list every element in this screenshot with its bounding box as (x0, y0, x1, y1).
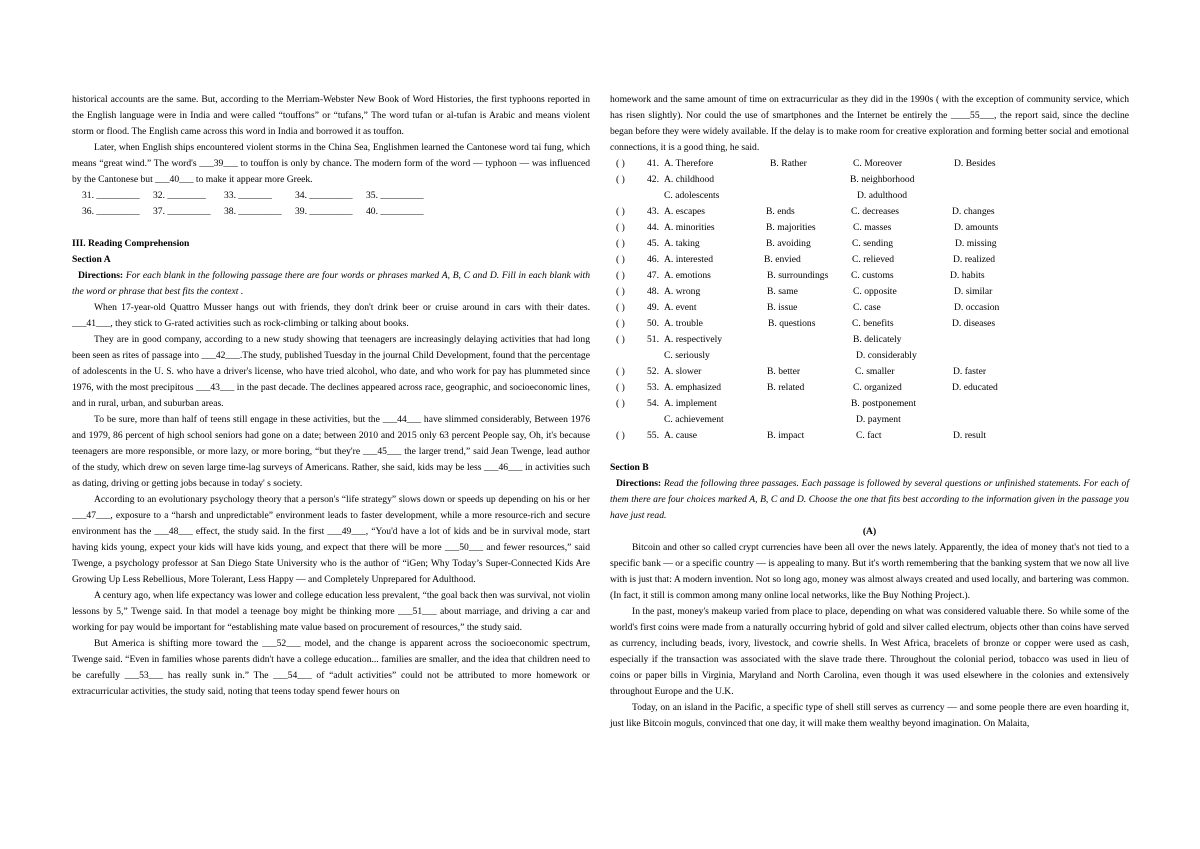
section-b-heading: Section B (610, 462, 649, 473)
question-number: 45. (647, 238, 659, 249)
question-row (610, 412, 1129, 428)
question-row (610, 220, 1129, 236)
paragraph: homework and the same amount of time on extracurricular as they did in the 1990s ( with the exception of community service, which has risen slightly). Nor could the use of smartphones and the Internet be entirely the ____55___, the report said, since the decline began before they were widely available. If the delay is to make room for creative exploration and forming better social and emotional connections, it is a good thing, he said. (610, 94, 1129, 153)
answer-option: B. surroundings (767, 270, 829, 281)
answer-option: A. Therefore (664, 158, 714, 169)
answer-bracket[interactable]: ( ) (616, 398, 625, 409)
paragraph: Today, on an island in the Pacific, a specific type of shell still serves as currency — and some people there are even hoarding it, just like Bitcoin moguls, convinced that one day, it will make them wealthy beyond imagination. On Malaita, (610, 702, 1129, 729)
question-row (610, 300, 1129, 316)
paragraph: Bitcoin and other so called crypt currencies have been all over the news lately. Apparently, the idea of money that's not tied to a specific bank — or a specific country — is appealing to many. But it's worth remembering that the banking system that we now all live with is just that: A modern invention. Not so long ago, money was almost always created and used locally, and bartering was common. (In fact, it still is common among many online local networks, like the Buy Nothing Project.). (610, 542, 1129, 601)
question-number: 47. (647, 270, 659, 281)
question-number: 49. (647, 302, 659, 313)
question-row (610, 348, 1129, 364)
answer-option: A. slower (664, 366, 702, 377)
answer-option: B. postponement (851, 398, 917, 409)
answer-option: D. changes (952, 206, 995, 217)
answer-blank: 35. _________ (366, 190, 424, 201)
answer-bracket[interactable]: ( ) (616, 430, 625, 441)
question-row (610, 236, 1129, 252)
answer-option: C. decreases (851, 206, 899, 217)
section-heading: III. Reading Comprehension (72, 238, 190, 249)
answer-option: A. emotions (664, 270, 711, 281)
question-number: 46. (647, 254, 659, 265)
answer-option: C. case (853, 302, 881, 313)
answer-option: C. opposite (853, 286, 897, 297)
answer-option: B. majorities (766, 222, 816, 233)
answer-option: A. escapes (664, 206, 706, 217)
answer-blank: 33. _______ (224, 190, 272, 201)
directions-label: Directions: (616, 478, 662, 489)
answer-option: D. considerably (856, 350, 917, 361)
answer-option: C. organized (853, 382, 902, 393)
answer-option: C. benefits (852, 318, 894, 329)
answer-bracket[interactable]: ( ) (616, 206, 625, 217)
answer-option: B. delicately (853, 334, 902, 345)
answer-option: C. sending (852, 238, 894, 249)
answer-blank: 31. _________ (82, 190, 140, 201)
paragraph: But America is shifting more toward the ___52___ model, and the change is apparent across the socioeconomic spectrum, Twenge said. “Even in families whose parents didn't have a college education... families are smaller, and the idea that children need to be carefully ___53___ has really sunk in.” The ___54___ of “adult activities” could not be attributed to more homework or extracurricular activities, the study said, noting that teens today spend fewer hours on (72, 638, 590, 697)
paragraph: Later, when English ships encountered violent storms in the China Sea, Englishmen learned the Cantonese word tai fung, which means “great wind.” The word's ___39___ to touffon is only by chance. The modern form of the word — typhoon — was influenced by the Cantonese but ___40___ to make it appear more Greek. (72, 142, 590, 185)
answer-option: D. faster (953, 366, 987, 377)
question-number: 54. (647, 398, 659, 409)
answer-option: C. smaller (855, 366, 895, 377)
answer-bracket[interactable]: ( ) (616, 222, 625, 233)
answer-option: B. same (767, 286, 798, 297)
question-row (610, 268, 1129, 284)
left-column (72, 92, 590, 700)
answer-bracket[interactable]: ( ) (616, 366, 625, 377)
answer-option: D. habits (950, 270, 985, 281)
answer-option: D. similar (954, 286, 993, 297)
answer-blank: 38. _________ (224, 206, 282, 217)
answer-blank: 32. ________ (153, 190, 206, 201)
question-row (610, 364, 1129, 380)
paragraph: They are in good company, according to a new study showing that teenagers are increasingly delaying activities that had long been seen as rites of passage into ___42___.The study, published Tuesday in the journal Child Development, found that the percentage of adolescents in the U. S. who have a driver's license, who have tried alcohol, who date, and who work for pay has plummeted since 1976, with the most precipitous ___43___ in the past decade. The declines appeared across race, geographic, and socioeconomic lines, and in rural, urban, and suburban areas. (72, 334, 590, 409)
answer-bracket[interactable]: ( ) (616, 334, 625, 345)
answer-option: D. result (953, 430, 987, 441)
question-row (610, 380, 1129, 396)
answer-option: D. diseases (952, 318, 996, 329)
answer-option: B. better (767, 366, 801, 377)
answer-bracket[interactable]: ( ) (616, 286, 625, 297)
question-number: 52. (647, 366, 659, 377)
paragraph: When 17-year-old Quattro Musser hangs out with friends, they don't drink beer or cruise around in cars with their dates. ___41___, they stick to G-rated activities such as rock-climbing or talking about books. (72, 302, 590, 329)
directions-text: Read the following three passages. Each passage is followed by several questions or unfinished statements. For each of them there are four choices marked A, B, C and D. Choose the one that fits best according to the information given in the passage you have just read. (610, 478, 1129, 521)
answer-option: A. cause (664, 430, 698, 441)
paragraph: To be sure, more than half of teens still engage in these activities, but the ___44___ have slimmed considerably, Between 1976 and 1979, 86 percent of high school seniors had gone on a date; between 2010 and 2015 only 63 percent People say, Oh, it's because teenagers are more responsible, or more lazy, or more boring, “but they're ___45___ the larger trend,” said Jean Twenge, lead author of the study, which drew on seven large time-lag surveys of Americans. Rather, she said, kids may be less ___46___ in activities such as dating, driving or getting jobs because in today' s society. (72, 414, 590, 489)
directions (610, 476, 1129, 524)
answer-option: A. wrong (664, 286, 701, 297)
question-row (610, 284, 1129, 300)
answer-option: C. masses (853, 222, 892, 233)
answer-option: C. seriously (664, 350, 710, 361)
answer-bracket[interactable]: ( ) (616, 238, 625, 249)
answer-bracket[interactable]: ( ) (616, 270, 625, 281)
answer-option: A. event (664, 302, 697, 313)
answer-blank: 36. _________ (82, 206, 140, 217)
question-number: 43. (647, 206, 659, 217)
answer-option: B. issue (767, 302, 798, 313)
answer-blank: 40. _________ (366, 206, 424, 217)
right-column (610, 92, 1129, 732)
answer-option: A. minorities (664, 222, 715, 233)
answer-option: B. questions (768, 318, 816, 329)
answer-option: D. realized (953, 254, 996, 265)
question-number: 50. (647, 318, 659, 329)
answer-option: C. relieved (852, 254, 895, 265)
answer-option: A. taking (664, 238, 700, 249)
answer-option: D. adulthood (857, 190, 908, 201)
answer-option: C. Moreover (853, 158, 903, 169)
answer-blank: 39. _________ (295, 206, 353, 217)
answer-option: D. amounts (954, 222, 999, 233)
answer-blanks-row (72, 204, 590, 220)
question-number: 48. (647, 286, 659, 297)
directions-text: For each blank in the following passage there are four words or phrases marked A, B, C and D. Fill in each blank with the word or phrase that best fits the context . (72, 270, 590, 297)
answer-option: B. impact (767, 430, 805, 441)
answer-option: D. Besides (954, 158, 996, 169)
answer-option: A. trouble (664, 318, 703, 329)
question-row (610, 252, 1129, 268)
answer-option: B. ends (766, 206, 795, 217)
answer-blank: 34. _________ (295, 190, 353, 201)
answer-option: A. respectively (664, 334, 723, 345)
answer-blanks-row (72, 188, 590, 204)
answer-bracket[interactable]: ( ) (616, 302, 625, 313)
paragraph: According to an evolutionary psychology theory that a person's “life strategy” slows down or speeds up depending on his or her ___47___, exposure to a “harsh and unpredictable” environment leads to faster development, while a more resource-rich and secure environment has the ___48___ effect, the study said. In the first ___49___, “You'd have a lot of kids and be in survival mode, start having kids young, expect your kids will have kids young, and expect that there will be more ___50___ and fewer resources,” said Twenge, a psychology professor at San Diego State University who is the author of “iGen; Why Today’s Super-Connected Kids Are Growing Up Less Rebellious, More Tolerant, Less Happy — and Completely Unprepared for Adulthood. (72, 494, 590, 585)
answer-bracket[interactable]: ( ) (616, 318, 625, 329)
answer-option: B. related (767, 382, 805, 393)
directions (72, 268, 590, 300)
answer-option: A. implement (664, 398, 717, 409)
answer-option: A. interested (664, 254, 714, 265)
answer-option: C. adolescents (664, 190, 720, 201)
question-row (610, 156, 1129, 172)
paragraph: A century ago, when life expectancy was lower and college education less prevalent, “the goal back then was survival, not violin lessons by 5,” Twenge said. In that model a teenage boy might be thinking more ___51___ about marriage, and driving a car and working for pay would be important for “establishing mate value based on procurement of resources,” the study said. (72, 590, 590, 633)
question-row (610, 204, 1129, 220)
answer-option: D. occasion (954, 302, 1000, 313)
question-list (610, 156, 1129, 444)
question-number: 55. (647, 430, 659, 441)
section-a-heading: Section A (72, 254, 111, 265)
answer-option: C. fact (856, 430, 882, 441)
answer-bracket[interactable]: ( ) (616, 254, 625, 265)
directions-label: Directions: (78, 270, 124, 281)
answer-option: D. missing (955, 238, 997, 249)
question-number: 42. (647, 174, 659, 185)
answer-bracket[interactable]: ( ) (616, 174, 625, 185)
question-row (610, 332, 1129, 348)
answer-option: D. payment (856, 414, 901, 425)
paragraph: In the past, money's makeup varied from place to place, depending on what was considered valuable there. So while some of the world's first coins were made from a naturally occurring hybrid of gold and silver called electrum, objects other than coins have served as currency, including beads, ivory, livestock, and cowrie shells. In West Africa, bracelets of bronze or copper were used as cash, especially if the transaction was associated with the slave trade there. Throughout the colonial period, tobacco was used in lieu of coins or paper bills in Virginia, Maryland and North Carolina, even though it was used elsewhere in the colonies and extensively throughout Europe and the U.K. (610, 606, 1129, 697)
answer-option: A. childhood (664, 174, 715, 185)
question-row (610, 188, 1129, 204)
answer-option: B. avoiding (766, 238, 811, 249)
answer-option: B. envied (764, 254, 801, 265)
question-number: 44. (647, 222, 659, 233)
paragraph: historical accounts are the same. But, according to the Merriam-Webster New Book of Word Histories, the first typhoons reported in the English language were in India and were called “touffons” or “tufans,” The word tufan or al-tufan is Arabic and means violent storm or flood. The English came across this word in India and borrowed it as touffon. (72, 94, 590, 137)
question-number: 53. (647, 382, 659, 393)
answer-bracket[interactable]: ( ) (616, 158, 625, 169)
question-row (610, 316, 1129, 332)
answer-option: A. emphasized (664, 382, 722, 393)
answer-option: C. customs (851, 270, 894, 281)
answer-option: B. Rather (770, 158, 807, 169)
answer-blank: 37. _________ (153, 206, 211, 217)
question-row (610, 172, 1129, 188)
question-number: 51. (647, 334, 659, 345)
passage-label: (A) (862, 526, 877, 537)
answer-option: D. educated (952, 382, 998, 393)
question-number: 41. (647, 158, 659, 169)
answer-bracket[interactable]: ( ) (616, 382, 625, 393)
question-row (610, 428, 1129, 444)
question-row (610, 396, 1129, 412)
answer-option: B. neighborhood (850, 174, 915, 185)
answer-option: C. achievement (664, 414, 724, 425)
